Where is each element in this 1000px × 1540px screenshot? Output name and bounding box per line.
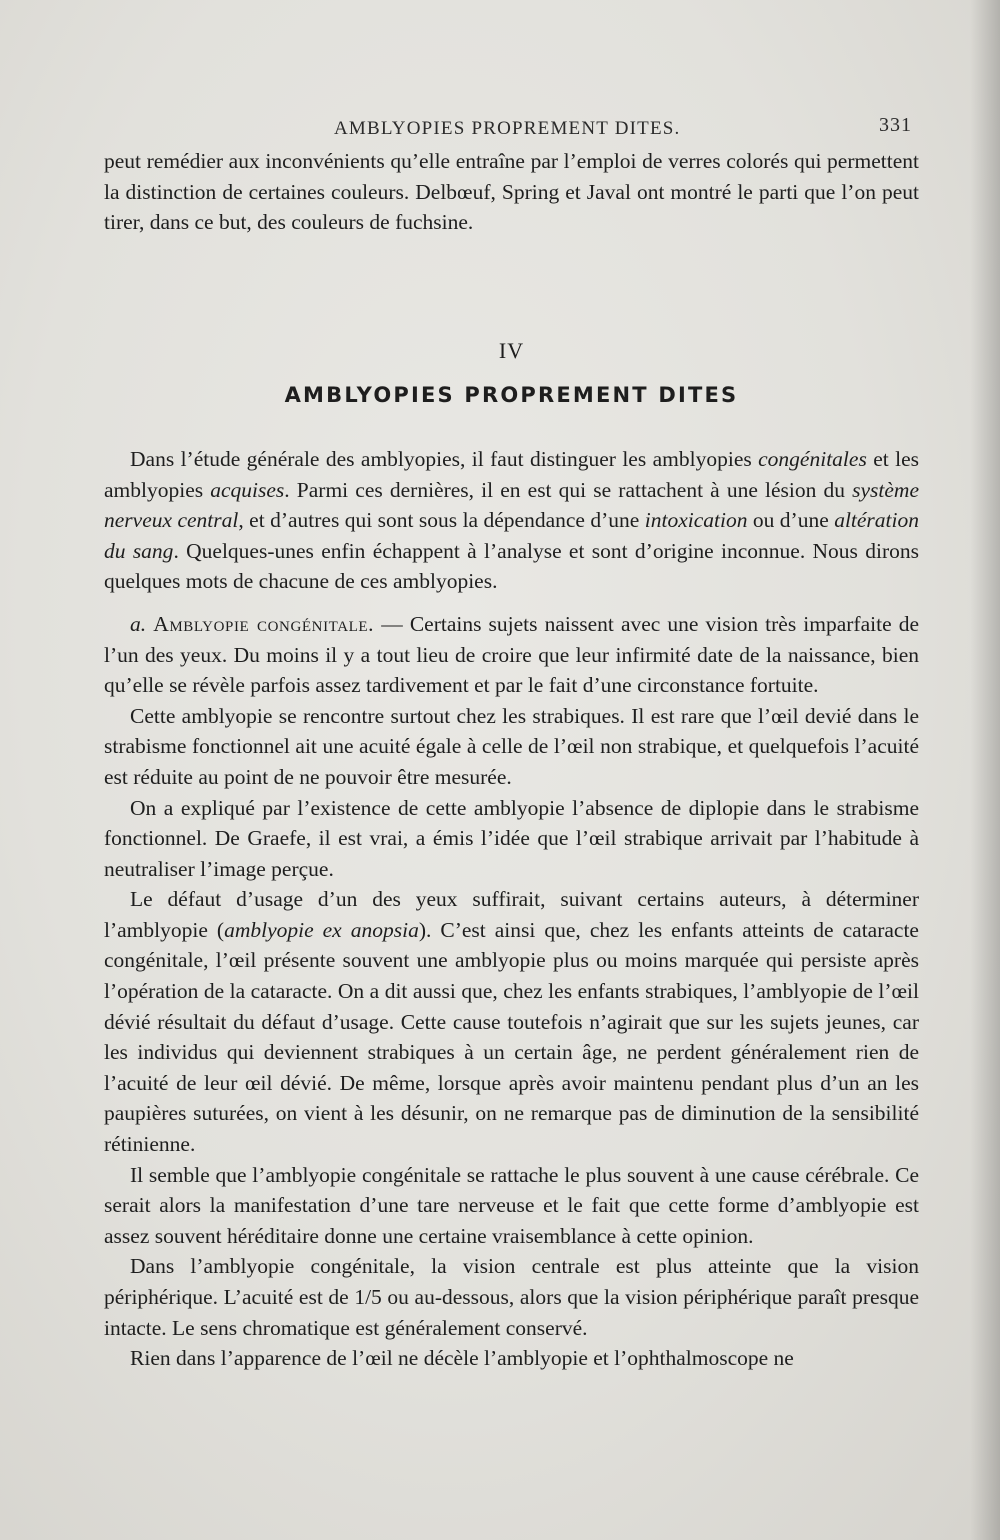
paragraph-amblyopie-congenitale: [104, 609, 919, 701]
section-title: AMBLYOPIES PROPREMENT DITES: [284, 383, 739, 408]
paragraph-strabiques: Cette amblyopie se rencontre surtout chez les strabiques. Il est rare que l’œil devié dans le strabisme fonctionnel ait une acuité égale à celle de l’œil non strabique, et quelquefois l’acuité est réduite au point de ne pouvoir être mesurée.: [104, 703, 919, 789]
italic-term: acquises: [210, 477, 285, 502]
text-run: ). C’est ainsi que, chez les enfants atteints de cataracte congénitale, l’œil présente souvent une amblyopie plus ou moins marquée qui persiste après l’opération de la cataracte. On a dit aussi que, chez les enfants strabiques, l’amblyopie de l’œil dévié résultait du défaut d’usage. Cette cause toutefois n’agirait que sur les sujets jeunes, car les individus qui deviennent strabiques à un certain âge, ne perdent généralement rien de l’acuité de leur œil dévié. De même, lorsque après avoir maintenu pendant plus d’un an les paupières suturées, on vient à les désunir, on ne remarque pas de diminution de la sensibilité rétinienne.: [104, 917, 919, 1157]
text-run: . Parmi ces dernières, il en est qui se rattachent à une lésion du: [284, 477, 853, 502]
italic-term: amblyopie ex anopsia: [224, 917, 419, 942]
subsection-marker: a.: [130, 611, 147, 636]
italic-term: congénitales: [758, 446, 867, 471]
paragraph-ophthalmoscope: Rien dans l’apparence de l’œil ne décèle l’amblyopie et l’ophthalmoscope ne: [130, 1346, 794, 1371]
paragraph-vision-centrale: Dans l’amblyopie congénitale, la vision centrale est plus atteinte que la vision périphérique. L’acuité est de 1/5 ou au-dessous, alors que la vision périphérique paraît presque intacte. Le sens chromatique est généralement conservé.: [104, 1254, 919, 1340]
paragraph-cause-cerebrale: Il semble que l’amblyopie congénitale se rattache le plus souvent à une cause cérébrale. Ce serait alors la manifestation d’une tare nerveuse et le fait que cette forme d’amblyopie est assez souvent héréditaire donne une certaine vraisemblance à cette opinion.: [104, 1162, 919, 1248]
text-run: — Certains sujets naissent avec une vision très imparfaite de l’un des yeux. Du moins il y a tout lieu de croire que leur infirmité date de la naissance, bien qu’elle se révèle parfois assez tardivement et par le fait d’une circonstance fortuite.: [104, 611, 919, 698]
text-run: ou d’une: [747, 508, 835, 533]
paragraph-defaut-usage: [104, 884, 919, 1159]
page-number: 331: [879, 114, 912, 136]
body-text: [104, 146, 919, 1374]
text-run: Le défaut d’usage d’un des yeux suffirait, suivant certains auteurs, à déterminer l’amblyopie (: [104, 887, 919, 942]
italic-term: système nerveux central: [104, 477, 919, 533]
page-edge-shadow: [970, 0, 1000, 1540]
paragraph-classification: [104, 444, 919, 597]
section-number: IV: [498, 337, 525, 363]
italic-term: intoxication: [644, 508, 748, 533]
subsection-heading: Amblyopie congénitale.: [153, 611, 375, 636]
text-run: , et d’autres qui sont sous la dépendance d’une: [238, 508, 645, 533]
text-run: Dans l’étude générale des amblyopies, il faut distinguer les amblyopies: [130, 446, 759, 471]
intro-paragraph: peut remédier aux inconvénients qu’elle entraîne par l’emploi de verres colorés qui permettent la distinction de certaines couleurs. Delbœuf, Spring et Javal ont montré le parti que l’on peut tirer, dans ce but, des couleurs de fuchsine.: [104, 149, 919, 235]
text-run: et les amblyopies: [104, 446, 919, 502]
running-head-title: AMBLYOPIES PROPREMENT DITES.: [334, 118, 681, 139]
italic-term: altération du sang: [104, 508, 919, 563]
text-run: . Quelques-unes enfin échappent à l’analyse et sont d’origine inconnue. Nous dirons quelques mots de chacune de ces amblyopies.: [104, 538, 919, 594]
paragraph-diplopie: On a expliqué par l’existence de cette amblyopie l’absence de diplopie dans le strabisme fonctionnel. De Graefe, il est vrai, a émis l’idée que l’œil strabique arrivait par l’habitude à neutraliser l’image perçue.: [104, 795, 919, 881]
